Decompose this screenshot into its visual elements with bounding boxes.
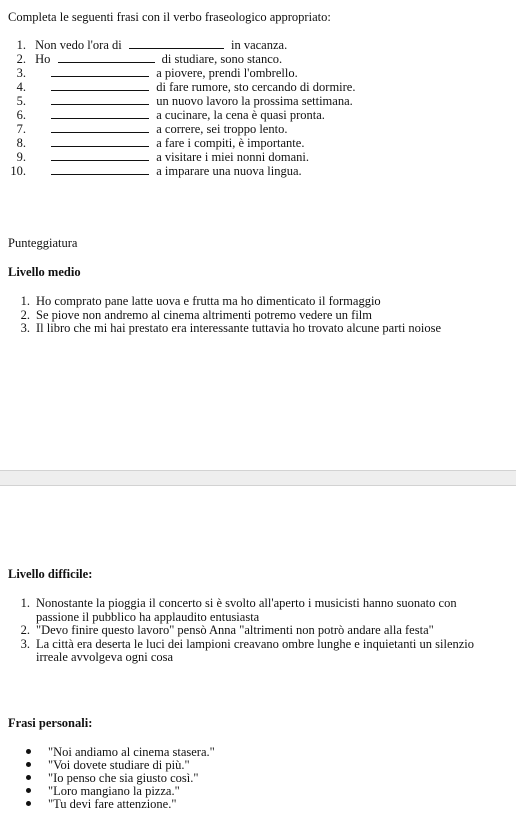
bullet-icon	[26, 749, 31, 754]
item-number: 1.	[16, 38, 26, 52]
fill-blank[interactable]	[51, 80, 149, 91]
list-item	[0, 638, 474, 665]
fill-blank[interactable]	[51, 164, 149, 175]
item-number: 3.	[16, 66, 26, 80]
exercise-item-1	[8, 38, 287, 52]
item-text: Ho comprato pane latte uova e frutta ma ho dimenticato il formaggio	[36, 294, 381, 308]
exercise-item-10	[8, 164, 302, 178]
hard-level-heading: Livello difficile:	[8, 567, 93, 581]
item-number: 3.	[20, 636, 30, 651]
item-text: "Loro mangiano la pizza."	[48, 784, 180, 798]
exercise-item-9	[8, 150, 309, 164]
fill-blank[interactable]	[58, 52, 155, 63]
exercise-title: Completa le seguenti frasi con il verbo fraseologico appropriato:	[8, 10, 331, 24]
fill-blank[interactable]	[51, 66, 149, 77]
item-number: 1.	[20, 596, 30, 610]
bullet-icon	[26, 801, 31, 806]
item-text-after: a correre, sei troppo lento.	[156, 122, 288, 136]
item-text-after: un nuovo lavoro la prossima settimana.	[156, 94, 353, 108]
item-number: 9.	[16, 150, 26, 164]
item-text-line-1: "Devo finire questo lavoro" pensò Anna "altrimenti non potrò andare alla festa"	[36, 623, 434, 637]
item-text: Se piove non andremo al cinema altrimenti potremo vedere un film	[36, 307, 373, 322]
exercise-item-8	[8, 136, 304, 150]
item-number: 7.	[16, 122, 26, 136]
item-number: 2.	[16, 52, 26, 66]
fill-blank[interactable]	[51, 108, 149, 119]
item-number: 2.	[20, 307, 30, 322]
item-text-after: a imparare una nuova lingua.	[156, 164, 302, 178]
item-text-before: Non vedo l'ora di	[35, 38, 122, 52]
list-item	[0, 785, 215, 797]
item-number: 8.	[16, 136, 26, 150]
item-text: "Noi andiamo al cinema stasera."	[48, 745, 215, 759]
fill-blank[interactable]	[51, 136, 149, 147]
fill-blank[interactable]	[51, 150, 149, 161]
list-item	[0, 322, 441, 336]
item-number: 6.	[16, 108, 26, 122]
item-text-after: di fare rumore, sto cercando di dormire.	[156, 80, 356, 94]
bullet-icon	[26, 775, 31, 780]
item-text-line-2: irreale avvolgeva ogni cosa	[36, 650, 174, 664]
list-item	[0, 295, 441, 309]
item-text-after: a cucinare, la cena è quasi pronta.	[156, 108, 325, 122]
list-item	[0, 309, 441, 323]
item-text: "Voi dovete studiare di più."	[48, 758, 190, 772]
item-text-after: in vacanza.	[230, 38, 288, 52]
item-text: "Io penso che sia giusto così."	[48, 771, 199, 785]
fill-blank[interactable]	[51, 122, 149, 133]
item-number: 4.	[16, 80, 26, 94]
hard-level-list	[0, 597, 474, 665]
item-number: 2.	[20, 623, 30, 637]
list-item	[0, 772, 215, 784]
item-number: 10.	[10, 164, 26, 178]
fill-blank[interactable]	[129, 38, 224, 49]
personal-sentences-list	[0, 746, 215, 811]
item-number: 3.	[20, 321, 30, 335]
exercise-item-7	[8, 122, 287, 136]
medium-level-list	[0, 295, 441, 336]
item-text-after: a visitare i miei nonni domani.	[156, 150, 309, 164]
bullet-icon	[26, 762, 31, 767]
exercise-item-3	[8, 66, 298, 80]
list-item	[0, 746, 215, 758]
item-text-line-2: passione il pubblico ha applaudito entusiasta	[36, 609, 260, 624]
list-item	[0, 759, 215, 771]
personal-sentences-heading: Frasi personali:	[8, 716, 93, 730]
item-text-after: di studiare, sono stanco.	[161, 52, 283, 66]
item-number: 5.	[16, 94, 26, 108]
punctuation-heading: Punteggiatura	[8, 236, 78, 250]
item-text: "Tu devi fare attenzione."	[48, 797, 177, 811]
page-separator	[0, 470, 516, 486]
item-text-line-1: La città era deserta le luci dei lampioni creavano ombre lunghe e inquietanti un silenzio	[36, 636, 475, 651]
list-item	[0, 624, 474, 638]
list-item	[0, 798, 215, 810]
exercise-item-6	[8, 108, 325, 122]
exercise-item-5	[8, 94, 353, 108]
medium-level-heading: Livello medio	[8, 265, 81, 279]
exercise-item-4	[8, 80, 355, 94]
item-text-after: a piovere, prendi l'ombrello.	[156, 66, 298, 80]
item-text: Il libro che mi hai prestato era interessante tuttavia ho trovato alcune parti noiose	[36, 321, 442, 335]
bullet-icon	[26, 788, 31, 793]
item-text-line-1: Nonostante la pioggia il concerto si è svolto all'aperto i musicisti hanno suonato con	[36, 596, 457, 610]
list-item	[0, 597, 474, 624]
item-number: 1.	[20, 294, 30, 308]
fill-blank[interactable]	[51, 94, 149, 105]
document-page-2	[0, 486, 516, 839]
item-text-after: a fare i compiti, è importante.	[156, 136, 305, 150]
item-text-before: Ho	[35, 52, 51, 66]
exercise-item-2	[8, 52, 282, 66]
